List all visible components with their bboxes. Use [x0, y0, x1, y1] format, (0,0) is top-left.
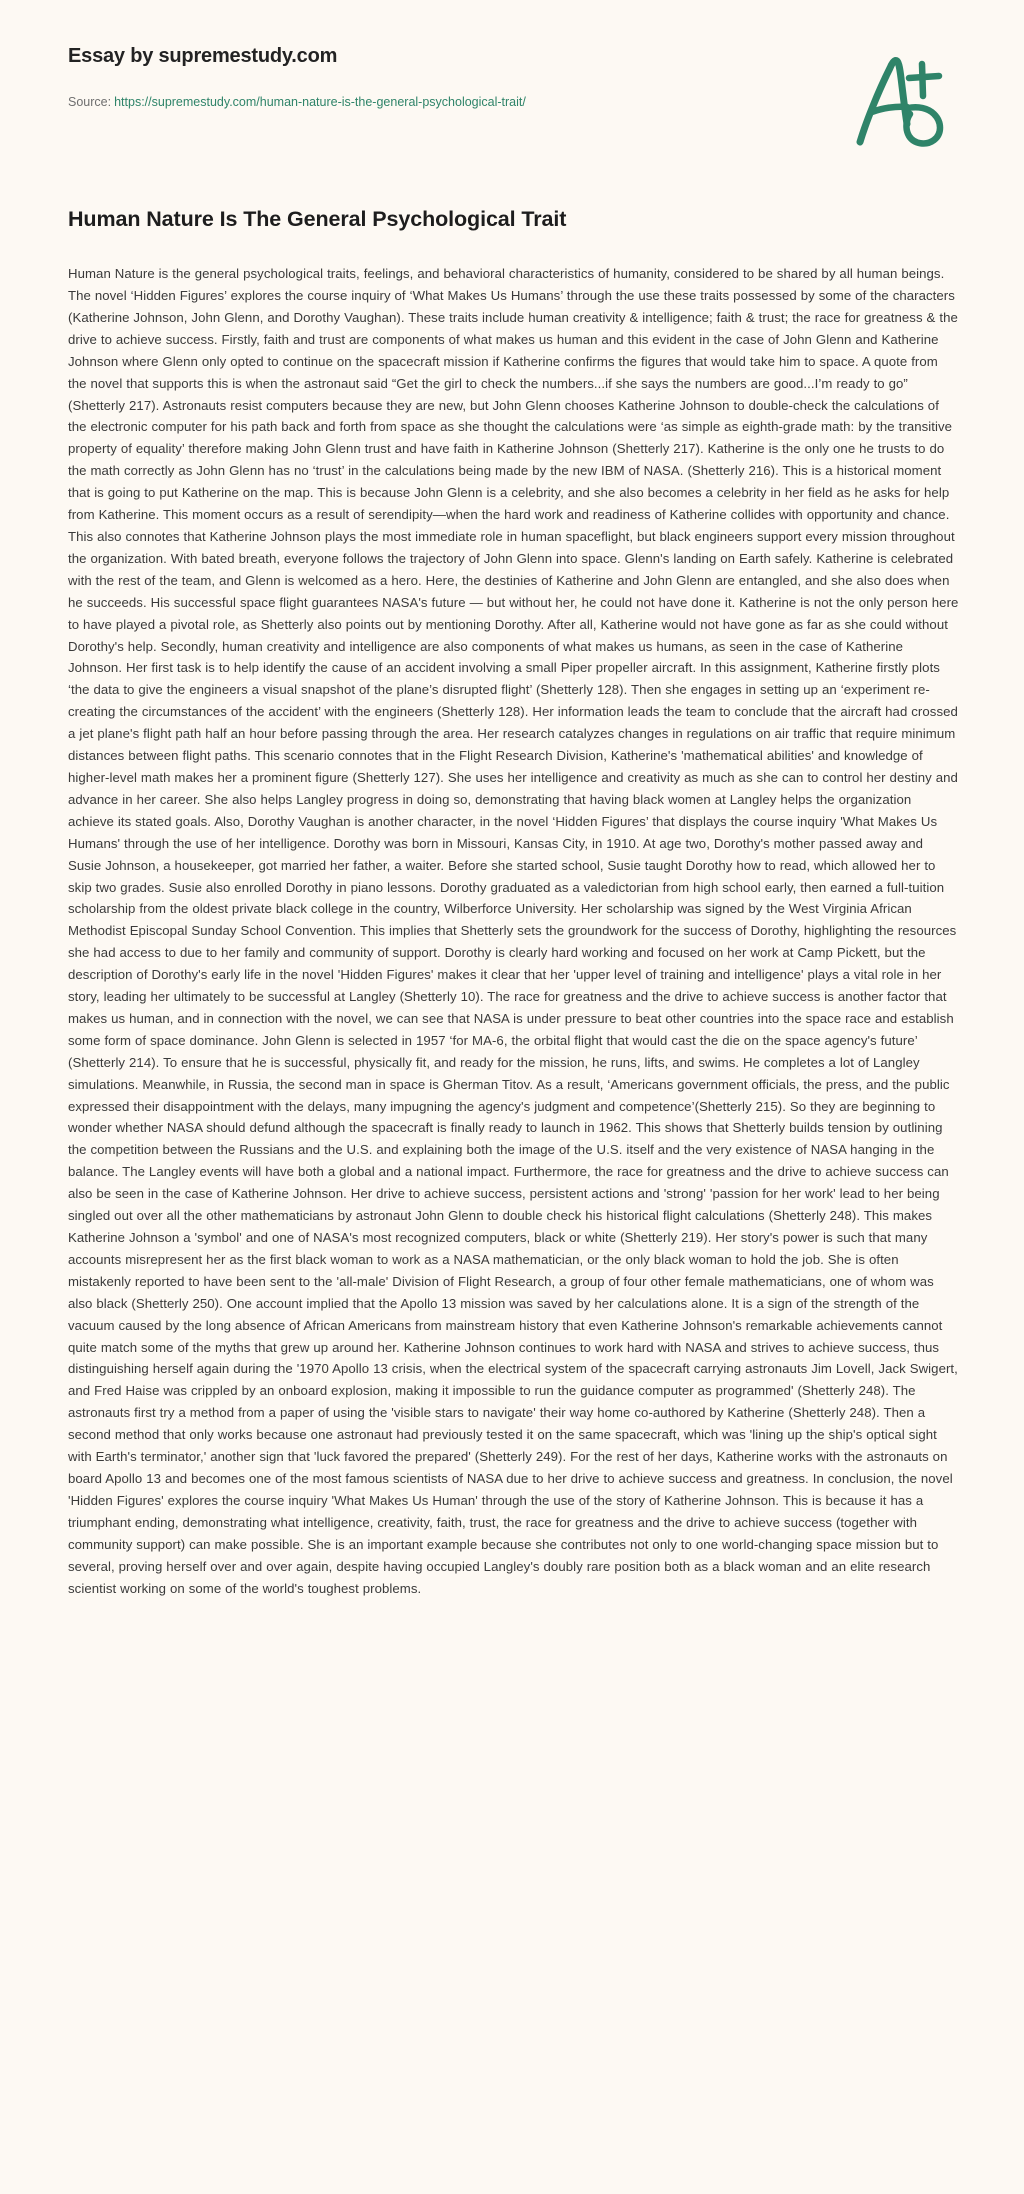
source-line [68, 94, 960, 110]
page-title: Human Nature Is The General Psychological Trait [68, 207, 567, 232]
article-body-text: Human Nature is the general psychological traits, feelings, and behavioral characteristics of humanity, considered to be shared by all human beings. The novel ‘Hidden Figures’ explores the course inquiry of ‘What Makes Us Humans’ through the use these traits possessed by some of the characters (Katherine Johnson, John Glenn, and Dorothy Vaughan). These traits include human creativity & intelligence; faith & trust; the race for greatness & the drive to achieve success. Firstly, faith and trust are components of what makes us human and this evident in the case of John Glenn and Katherine Johnson where Glenn only opted to continue on the spacecraft mission if Katherine confirms the figures that would take him to space. A quote from the novel that supports this is when the astronaut said “Get the girl to check the numbers...if she says the numbers are good...I’m ready to go” (Shetterly 217). Astronauts resist computers because they are new, but John Glenn chooses Katherine Johnson to double-check the calculations of the electronic computer for his path back and forth from space as she thought the calculations were ‘as simple as eighth-grade math: by the transitive property of equality’ therefore making John Glenn trust and have faith in Katherine Johnson (Shetterly 217). Katherine is the only one he trusts to do the math correctly as John Glenn has no ‘trust’ in the calculations being made by the new IBM of NASA. (Shetterly 216). This is a historical moment that is going to put Katherine on the map. This is because John Glenn is a celebrity, and she also becomes a celebrity in her field as he asks for help from Katherine. This moment occurs as a result of serendipity—when the hard work and readiness of Katherine collides with opportunity and chance. This also connotes that Katherine Johnson plays the most immediate role in human spaceflight, but black engineers support every mission throughout the organization. With bated breath, everyone follows the trajectory of John Glenn into space. Glenn's landing on Earth safely. Katherine is celebrated with the rest of the team, and Glenn is welcomed as a hero. Here, the destinies of Katherine and John Glenn are entangled, and she also does when he succeeds. His successful space flight guarantees NASA's future — but without her, he could not have done it. Katherine is not the only person here to have played a pivotal role, as Shetterly also points out by mentioning Dorothy. After all, Katherine would not have gone as far as she could without Dorothy's help. Secondly, human creativity and intelligence are also components of what makes us humans, as seen in the case of Katherine Johnson. Her first task is to help identify the cause of an accident involving a small Piper propeller aircraft. In this assignment, Katherine firstly plots ‘the data to give the engineers a visual snapshot of the plane’s disrupted flight’ (Shetterly 128). Then she engages in setting up an ‘experiment re-creating the circumstances of the accident’ with the engineers (Shetterly 128). Her information leads the team to conclude that the aircraft had crossed a jet plane's flight path half an hour before passing through the area. Her research catalyzes changes in regulations on air traffic that require minimum distances between flight paths. This scenario connotes that in the Flight Research Division, Katherine's 'mathematical abilities' and knowledge of higher-level math makes her a prominent figure (Shetterly 127). She uses her intelligence and creativity as much as she can to control her destiny and advance in her career. She also helps Langley progress in doing so, demonstrating that having black women at Langley helps the organization achieve its stated goals. Also, Dorothy Vaughan is another character, in the novel ‘Hidden Figures’ that displays the course inquiry 'What Makes Us Humans' through the use of her intelligence. Dorothy was born in Missouri, Kansas City, in 1910. At age two, Dorothy's mother passed away and Susie Johnson, a housekeeper, got married her father, a waiter. Before she started school, Susie taught Dorothy how to read, which allowed her to skip two grades. Susie also enrolled Dorothy in piano lessons. Dorothy graduated as a valedictorian from high school early, then earned a full-tuition scholarship from the oldest private black college in the country, Wilberforce University. Her scholarship was signed by the West Virginia African Methodist Episcopal Sunday School Convention. This implies that Shetterly sets the groundwork for the success of Dorothy, highlighting the resources she had access to due to her family and community of support. Dorothy is clearly hard working and focused on her work at Camp Pickett, but the description of Dorothy's early life in the novel 'Hidden Figures' makes it clear that her 'upper level of training and intelligence' plays a vital role in her story, leading her ultimately to be successful at Langley (Shetterly 10). The race for greatness and the drive to achieve success is another factor that makes us human, and in connection with the novel, we can see that NASA is under pressure to beat other countries into the space race and establish some form of space dominance. John Glenn is selected in 1957 ‘for MA-6, the orbital flight that would cast the die on the space agency's future’ (Shetterly 214). To ensure that he is successful, physically fit, and ready for the mission, he runs, lifts, and swims. He completes a lot of Langley simulations. Meanwhile, in Russia, the second man in space is Gherman Titov. As a result, ‘Americans government officials, the press, and the public expressed their disappointment with the delays, many impugning the agency's judgment and competence’(Shetterly 215). So they are beginning to wonder whether NASA should defund although the spacecraft is finally ready to launch in 1962. This shows that Shetterly builds tension by outlining the competition between the Russians and the U.S. and explaining both the image of the U.S. itself and the very existence of NASA hanging in the balance. The Langley events will have both a global and a national impact. Furthermore, the race for greatness and the drive to achieve success can also be seen in the case of Katherine Johnson. Her drive to achieve success, persistent actions and 'strong' 'passion for her work' lead to her being singled out over all the other mathematicians by astronaut John Glenn to double check his historical flight calculations (Shetterly 248). This makes Katherine Johnson a 'symbol' and one of NASA's most recognized computers, black or white (Shetterly 219). Her story's power is such that many accounts misrepresent her as the first black woman to work as a NASA mathematician, or the only black woman to hold the job. She is often mistakenly reported to have been sent to the 'all-male' Division of Flight Research, a group of four other female mathematicians, one of whom was also black (Shetterly 250). One account implied that the Apollo 13 mission was saved by her calculations alone. It is a sign of the strength of the vacuum caused by the long absence of African Americans from mainstream history that even Katherine Johnson's remarkable achievements cannot quite match some of the myths that grew up around her. Katherine Johnson continues to work hard with NASA and strives to achieve success, thus distinguishing herself again during the '1970 Apollo 13 crisis, when the electrical system of the spacecraft carrying astronauts Jim Lovell, Jack Swigert, and Fred Haise was crippled by an onboard explosion, making it impossible to run the guidance computer as programmed' (Shetterly 248). The astronauts first try a method from a paper of using the 'visible stars to navigate' their way home co-authored by Katherine (Shetterly 248). Then a second method that only works because one astronaut had previously tested it on the same spacecraft, which was 'lining up the ship's optical sight with Earth's terminator,' another sign that 'luck favored the prepared' (Shetterly 249). For the rest of her days, Katherine works with the astronauts on board Apollo 13 and becomes one of the most famous scientists of NASA due to her drive to achieve success and greatness. In conclusion, the novel 'Hidden Figures' explores the course inquiry 'What Makes Us Human' through the use of the story of Katherine Johnson. This is because it has a triumphant ending, demonstrating what intelligence, creativity, faith, trust, the race for greatness and the drive to achieve success (together with community support) can make possible. She is an important example because she contributes not only to one world-changing space mission but to several, proving herself over and over again, despite having occupied Langley's doubly rare position both as a black woman and an elite research scientist working on some of the world's toughest problems. [68, 266, 959, 1596]
source-url-link[interactable]: https://supremestudy.com/human-nature-is-the-general-psychological-trait/ [114, 95, 526, 109]
a-plus-logo [852, 48, 962, 148]
brand-title: Essay by supremestudy.com [68, 45, 338, 67]
a-plus-logo-icon [852, 48, 962, 148]
source-label: Source: [68, 95, 112, 109]
page-header [0, 0, 1024, 110]
article [0, 206, 1024, 1639]
